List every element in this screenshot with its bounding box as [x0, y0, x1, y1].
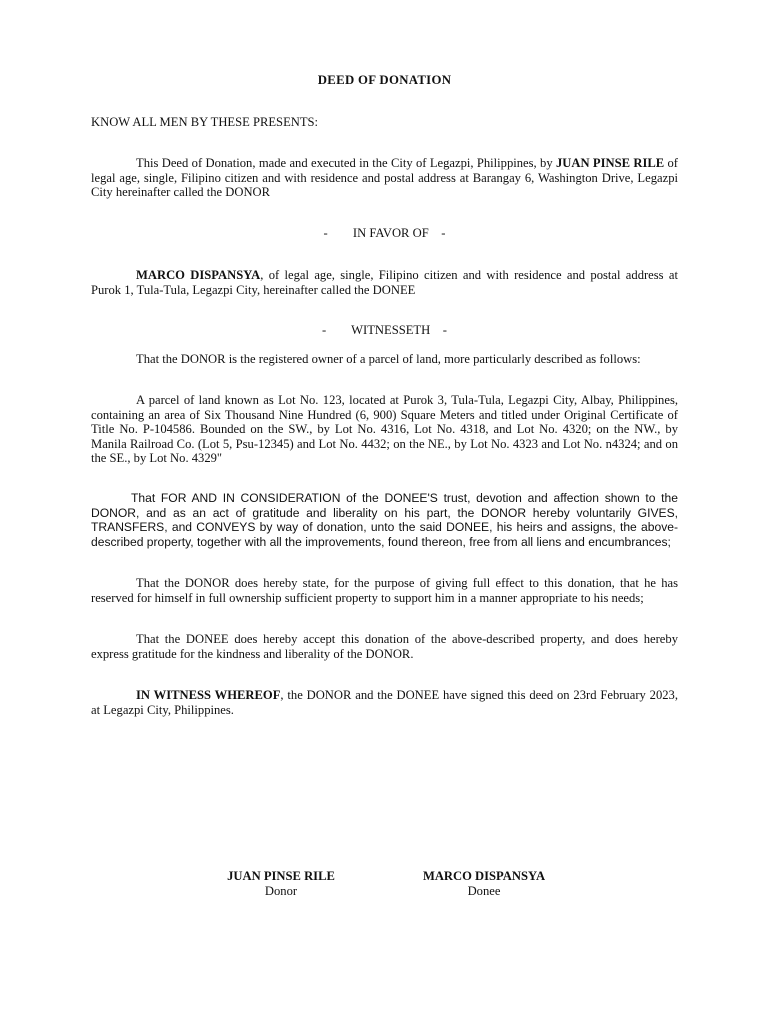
- consideration-paragraph: That FOR AND IN CONSIDERATION of the DONEE'S trust, devotion and affection shown to the DONOR, and as an act of gratitude and liberality on his part, the DONOR hereby voluntarily GIVES, TRANSFERS, and CONVEYS by way of donation, unto the said DONEE, his heirs and assigns, the above-described property, together with all the improvements, found thereon, free from all liens and encumbrances;: [91, 491, 678, 549]
- witness-paragraph: [91, 688, 678, 717]
- witness-whereof-label: IN WITNESS WHEREOF: [136, 688, 281, 702]
- in-favor-of-heading: - IN FAVOR OF -: [323, 226, 446, 240]
- donee-name: MARCO DISPANSYA: [136, 268, 261, 282]
- donor-name: JUAN PINSE RILE: [555, 156, 665, 170]
- donor-signature-block: [201, 869, 361, 898]
- donor-paragraph-rest: of legal age, single, Filipino citizen and with residence and postal address at Barangay 6, Washington Drive, Legazpi City hereinafter called the DONOR: [91, 156, 678, 200]
- donee-paragraph: [91, 268, 678, 297]
- donor-signature-name: JUAN PINSE RILE: [227, 869, 335, 883]
- witnesseth-heading: - WITNESSETH -: [322, 323, 447, 337]
- donee-signature-name: MARCO DISPANSYA: [422, 869, 546, 883]
- donor-signature-role: Donor: [264, 883, 298, 898]
- reservation-paragraph: That the DONOR does hereby state, for the purpose of giving full effect to this donation, that he has reserved for himself in full ownership sufficient property to support him in a manner appropriate to his needs;: [91, 576, 678, 605]
- document-title: DEED OF DONATION: [317, 73, 452, 87]
- donor-paragraph: [91, 156, 678, 200]
- donee-signature-role: Donee: [467, 883, 501, 898]
- opening-line: KNOW ALL MEN BY THESE PRESENTS:: [91, 115, 319, 129]
- witness-paragraph-rest: , the DONOR and the DONEE have signed this deed on 23rd February 2023, at Legazpi City, Philippines.: [91, 688, 678, 717]
- donor-paragraph-lead: This Deed of Donation, made and executed in the City of Legazpi, Philippines, by: [136, 156, 556, 170]
- land-description-paragraph: A parcel of land known as Lot No. 123, located at Purok 3, Tula-Tula, Legazpi City, Albay, Philippines, containing an area of Six Thousand Nine Hundred (6, 900) Square Meters and titled under Original Certificate of Title No. P-104586. Bounded on the SW., by Lot No. 4316, Lot No. 4318, and Lot No. 4320; on the NW., by Manila Railroad Co. (Lot 5, Psu-12345) and Lot No. 4432; on the NE., by Lot No. 4323 and Lot No. n4324; and on the SE., by Lot No. 4329": [91, 393, 678, 466]
- ownership-paragraph: That the DONOR is the registered owner of a parcel of land, more particularly described as follows:: [136, 352, 641, 366]
- acceptance-paragraph: That the DONEE does hereby accept this donation of the above-described property, and does hereby express gratitude for the kindness and liberality of the DONOR.: [91, 632, 678, 661]
- donee-signature-block: [404, 869, 564, 898]
- donee-paragraph-rest: , of legal age, single, Filipino citizen and with residence and postal address at Purok 1, Tula-Tula, Legazpi City, hereinafter called the DONEE: [91, 268, 678, 297]
